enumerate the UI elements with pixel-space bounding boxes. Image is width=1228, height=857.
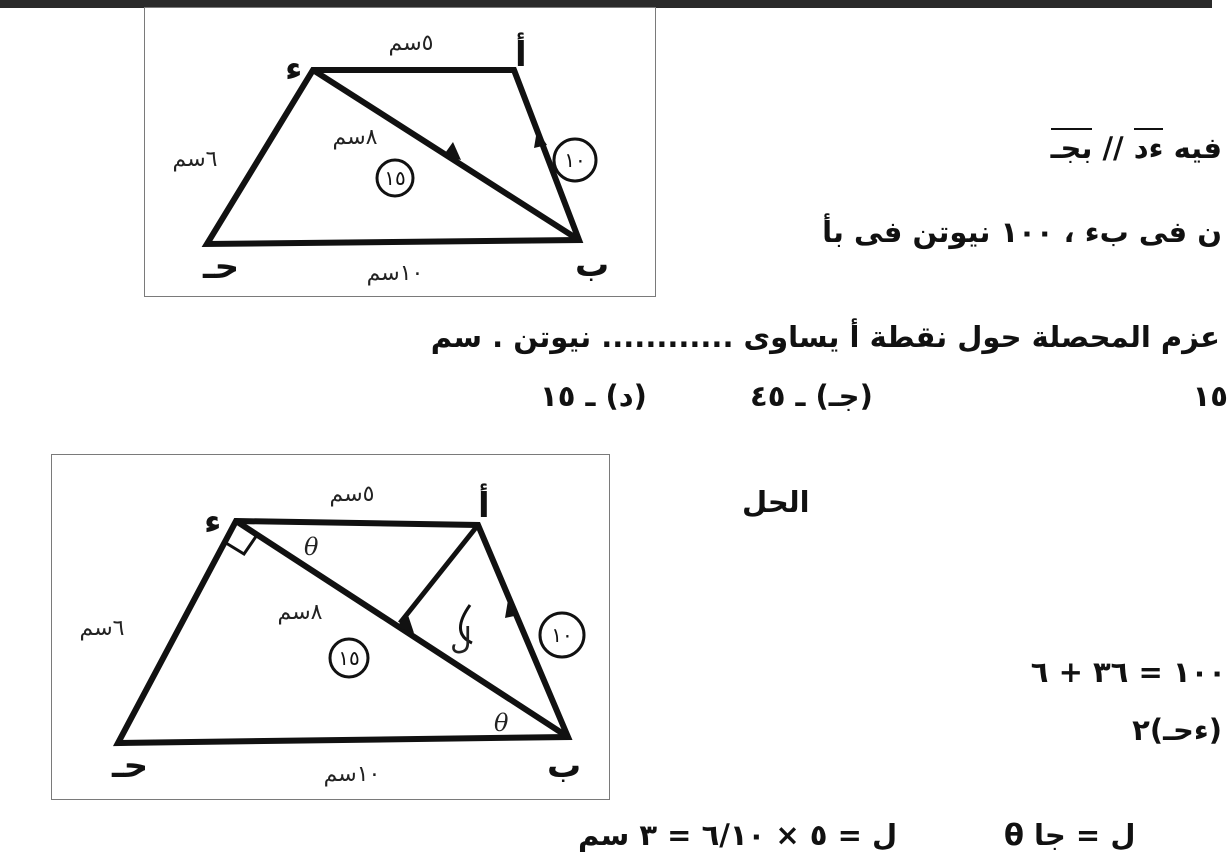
side-label-bottom: ١٠سم bbox=[366, 261, 424, 286]
forces-line: ن فى بء ، ١٠٠ نيوتن فى بأ bbox=[822, 215, 1222, 249]
right-angle-icon bbox=[226, 535, 257, 554]
force-label-diag: ١٥ bbox=[384, 166, 406, 190]
side-label-bottom-2: ١٠سم bbox=[323, 762, 381, 787]
equation-1: ١٠٠ = ٣٦ + ٦ bbox=[1030, 655, 1226, 689]
side-label-left: ٦سم bbox=[172, 147, 218, 172]
segment-ad: ءد bbox=[1134, 128, 1164, 165]
force-label-right: ١٠ bbox=[564, 148, 586, 172]
side-label-left-2: ٦سم bbox=[79, 616, 125, 641]
parallel-symbol: // bbox=[1102, 131, 1124, 165]
theta-bottom: θ bbox=[494, 709, 509, 737]
trapezoid-1-svg bbox=[145, 8, 655, 296]
side-label-diag: ٨سم bbox=[332, 125, 378, 150]
trapezoid-2-svg bbox=[52, 455, 609, 799]
force-label-diag-2: ١٥ bbox=[338, 646, 360, 670]
equation-2: (ءحـ)٢ bbox=[1132, 713, 1222, 747]
segment-bc: بجـ bbox=[1051, 128, 1093, 165]
question-line: عزم المحصلة حول نقطة أ يساوى ............ نيوتن . سم bbox=[430, 320, 1220, 354]
side-label-top-2: ٥سم bbox=[329, 482, 375, 507]
vertex-c-2: حـ bbox=[112, 746, 149, 786]
vertex-b-2: ب bbox=[547, 746, 582, 786]
option-d: (د) ـ ١٥ bbox=[540, 379, 647, 413]
given-line bbox=[1051, 128, 1222, 168]
figure-trapezoid-2 bbox=[51, 454, 610, 800]
option-c: (جـ) ـ ٤٥ bbox=[750, 379, 873, 413]
trapezoid-outline bbox=[207, 70, 579, 244]
equation-3-left: ل = ٥ × ٦/١٠ = ٣ سم bbox=[578, 818, 898, 852]
vertex-c: حـ bbox=[203, 247, 240, 287]
side-label-top: ٥سم bbox=[388, 31, 434, 56]
vertex-d: ء bbox=[285, 49, 303, 89]
vertex-a: أ bbox=[515, 35, 527, 75]
given-label: فيه bbox=[1173, 131, 1222, 165]
figure-trapezoid-1 bbox=[144, 7, 656, 297]
side-label-diag-2: ٨سم bbox=[277, 600, 323, 625]
theta-top: θ bbox=[304, 533, 319, 561]
vertex-b: ب bbox=[575, 245, 610, 285]
option-right-partial: ١٥ bbox=[1192, 379, 1228, 413]
solution-label: الحل bbox=[742, 485, 810, 519]
equation-3-right: ل = جا θ bbox=[1004, 818, 1136, 852]
vertex-d-2: ء bbox=[204, 502, 222, 542]
vertex-a-2: أ bbox=[478, 486, 490, 526]
perp-label: ل bbox=[450, 622, 472, 657]
force-label-right-2: ١٠ bbox=[551, 623, 573, 647]
